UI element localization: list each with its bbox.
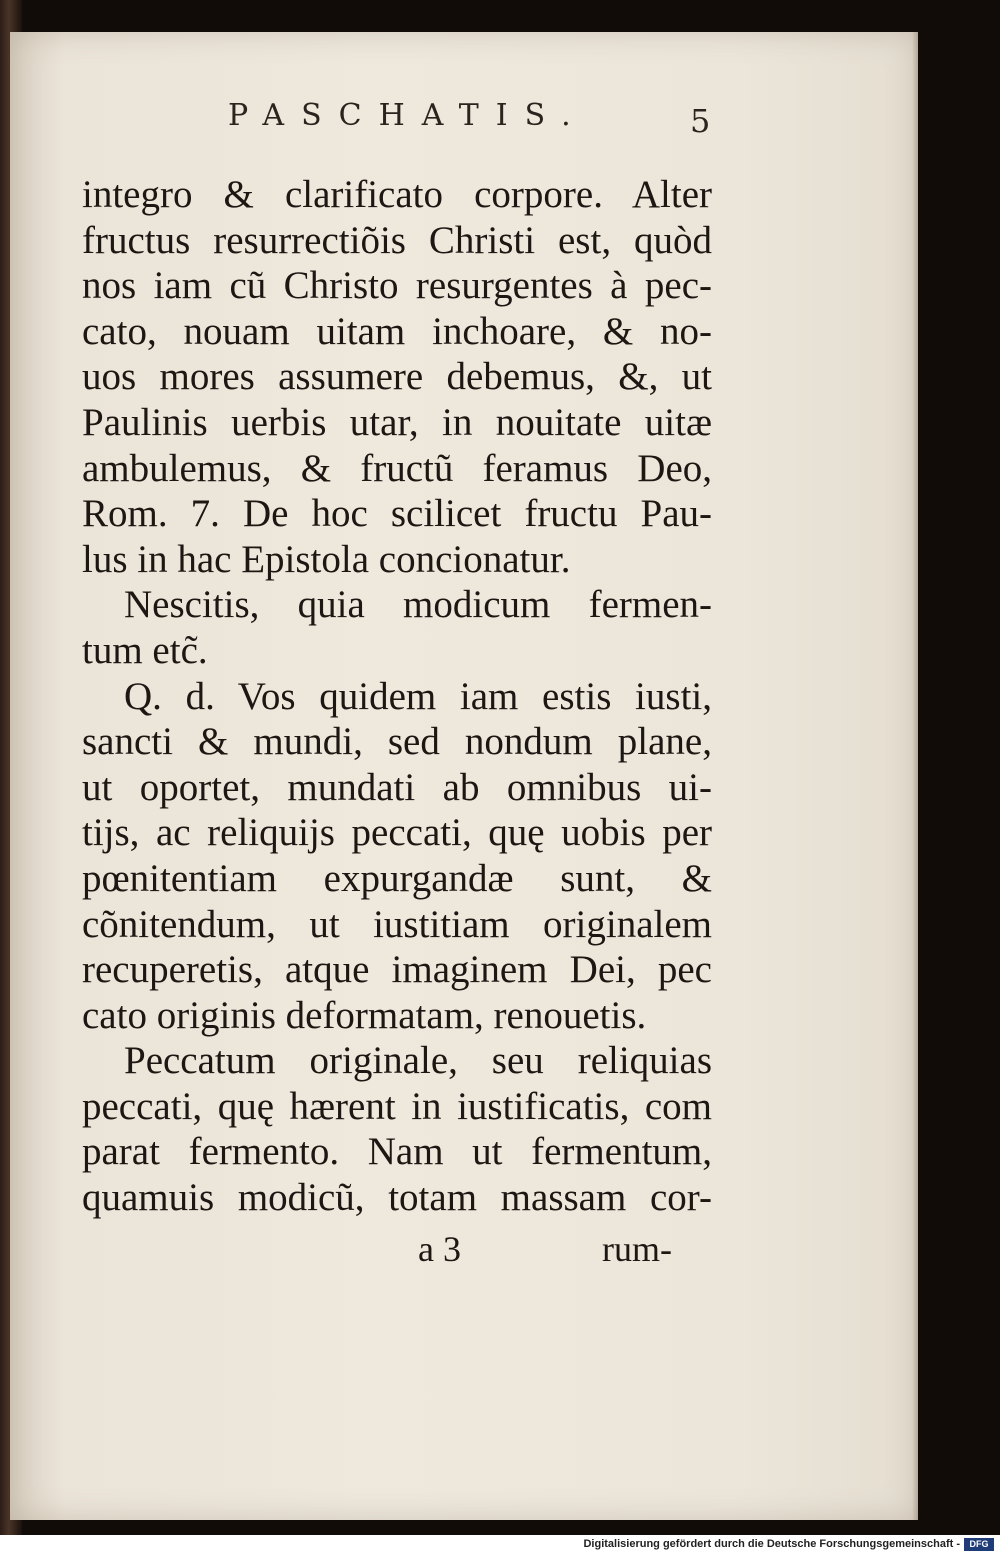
- text-line: tijs, ac reliquijs peccati, quę uobis per: [82, 811, 712, 855]
- text-line: uos mores assumere debemus, &, ut: [82, 355, 712, 399]
- text-line: tum etc̃.: [82, 628, 208, 672]
- text-line: fructus resurrectiõis Christi est, quòd: [82, 218, 712, 262]
- text-line: Peccatum originale, seu reliquias: [124, 1039, 712, 1083]
- page-edge-shadow: [912, 32, 918, 1520]
- body-text: [82, 172, 712, 1221]
- running-title: PASCHATIS.: [228, 98, 588, 133]
- text-line: cato originis deformatam, renouetis.: [82, 993, 647, 1037]
- text-line: sancti & mundi, sed nondum plane,: [82, 720, 712, 764]
- page-number: 5: [690, 102, 711, 140]
- funding-credit: Digitalisierung gefördert durch die Deutsche Forschungsgemeinschaft -: [583, 1538, 960, 1550]
- text-line: recuperetis, atque imaginem Dei, pec: [82, 948, 712, 992]
- text-line: integro & clarificato corpore. Alter: [82, 173, 712, 216]
- dfg-logo-icon: DFG: [964, 1538, 994, 1551]
- text-line: Nescitis, quia modicum fermen-: [124, 583, 712, 627]
- text-line: ut oportet, mundati ab omnibus ui-: [82, 765, 712, 809]
- text-line: peccati, quę hærent in iustificatis, com: [82, 1084, 712, 1128]
- text-line: Q. d. Vos quidem iam estis iusti,: [124, 674, 712, 718]
- page-footer: [82, 1228, 712, 1274]
- text-line: Paulinis uerbis utar, in nouitate uitæ: [82, 400, 712, 444]
- text-line: cato, nouam uitam inchoare, & no-: [82, 309, 712, 353]
- text-line: ambulemus, & fructũ feramus Deo,: [82, 446, 712, 490]
- text-line: nos iam cũ Christo resurgentes à pec-: [82, 264, 712, 308]
- signature-mark: a 3: [418, 1229, 461, 1269]
- credit-bar: [0, 1535, 1000, 1555]
- text-line: cõnitendum, ut iustitiam originalem: [82, 902, 712, 946]
- page-header: [80, 98, 720, 148]
- text-line: pœnitentiam expurgandæ sunt, &: [82, 856, 712, 900]
- text-line: Rom. 7. De hoc scilicet fructu Pau-: [82, 492, 712, 536]
- text-line: lus in hac Epistola concionatur.: [82, 537, 571, 581]
- text-line: parat fermento. Nam ut fermentum,: [82, 1130, 712, 1174]
- catchword: rum-: [602, 1229, 672, 1269]
- text-line: quamuis modicũ, totam massam cor-: [82, 1176, 712, 1220]
